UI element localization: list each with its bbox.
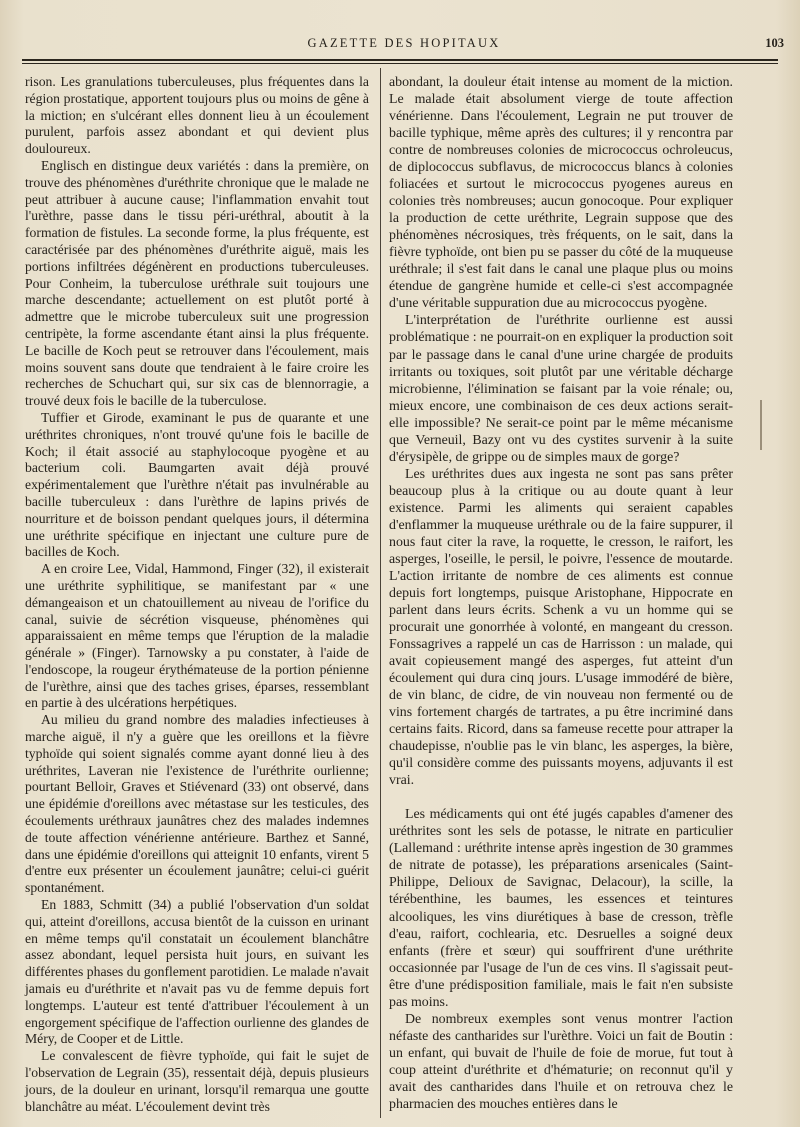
paragraph: rison. Les granulations tuberculeuses, plus fréquentes dans la région prostatique, apportent toujours plus ou moins de gêne à la miction; en s'ulcérant elles donnent lieu à un écoulement purulent, parfois assez abondant et qui devient plus douloureux. [25,74,369,157]
paragraph: Englisch en distingue deux variétés : dans la première, on trouve des phénomènes d'uréthrite chronique que le malade ne peut attribuer à aucune cause; l'inflammation envahit tout l'urèthre, passe dans le tissu péri-uréthral, aboutit à la formation de fistules. La seconde forme, la plus fréquente, est caractérisée par des phénomènes d'uréthrite aiguë, mais les portions infiltrées dégénèrent en productions tuberculeuses. Pour Conheim, la tuberculose uréthrale suit toujours une marche descendante; actuellement on est plutôt porté à admettre que le microbe tuberculeux suit une progression centripète, la forme ascendante étant ainsi la plus fréquente. Le bacille de Koch peut se retrouver dans l'écoulement, mais moins souvent sans doute que tendraient à le faire croire les recherches de Schuchart qui, sur six cas de blennorragie, a trouvé deux fois le bacille de la tuberculose. [25,157,369,409]
left-column [25,74,369,1115]
page-header [24,36,784,54]
paragraph: A en croire Lee, Vidal, Hammond, Finger (32), il existerait une uréthrite syphilitique, se manifestant par « une démangeaison et un chatouillement au niveau de l'orifice du canal, suivie de sécrétion visqueuse, phénomènes qui apparaissaient en même temps que l'éruption de la maladie générale » (Finger). Tarnowsky a pu constater, à l'aide de l'endoscope, la rougeur érythémateuse de la portion pénienne de l'urèthre, ainsi que des taches grises, éparses, ressemblant en partie à des ulcérations herpétiques. [25,561,369,711]
header-rule-thick [22,59,778,61]
running-title: GAZETTE DES HOPITAUX [307,36,501,50]
paragraph: L'interprétation de l'uréthrite ourlienne est aussi problématique : ne pourrait-on en expliquer la production soit par le passage dans le canal d'une urine chargée de produits irritants ou toxiques, soit plutôt par une véritable décharge microbienne, l'élimination se faisant par la voie rénale; ou, mieux encore, une combinaison de ces deux actions serait-elle impossible? Ne serait-ce point par le même mécanisme que Verneuil, Bazy ont vu des cystites survenir à la suite d'érysipèle, de grippe ou de simples maux de gorge? [389,313,733,465]
right-column [389,74,733,1113]
paragraph: Au milieu du grand nombre des maladies infectieuses à marche aiguë, il n'y a guère que les oreillons et la fièvre typhoïde qui soient signalés comme ayant donné lieu à des uréthrites, Laveran nie l'existence de l'uréthrite ourlienne; pourtant Belloir, Graves et Stiévenard (33) ont observé, dans une épidémie d'oreillons avec métastase sur les testicules, des écoulements uréthraux jaunâtres chez des malades indemnes de toute affection vénérienne antérieure. Barthez et Sanné, dans une épidémie d'oreillons qui atteignit 10 enfants, virent 5 d'entre eux présenter un écoulement jaunâtre; celui-ci guérit spontanément. [25,712,369,896]
header-rule-thin [22,63,778,64]
page-edge-mark [760,400,762,450]
paragraph: Les uréthrites dues aux ingesta ne sont pas sans prêter beaucoup plus à la critique ou au doute quant à leur existence. Parmi les aliments qui seraient capables d'enflammer la muqueuse uréthrale ou de la faire suppurer, il nous faut citer la rave, la roquette, le cresson, le raifort, les asperges, l'oseille, le persil, le poivre, l'essence de moutarde. L'action irritante de nombre de ces aliments est connue depuis fort longtemps, puisque Aristophane, Hippocrate en parlent dans leurs écrits. Schenk a vu un homme qui se procurait une gonorrhée à volonté, en mangeant du cresson. Fonssagrives a rappelé un cas de Harrisson : un malade, qui avait copieusement mangé des asperges, fut atteint d'un écoulement qui dura cinq jours. L'usage immodéré de bière, de vin blanc, de cidre, de vin nouveau non fermenté ou de vins fortement chargés de tartrates, a pu être incriminé dans certains faits. Ricord, dans sa fameuse recette pour attraper la chaudepisse, n'oublie pas le vin blanc, les asperges, la bière, qu'il considère comme des puissants moyens, adjuvants il est vrai. [389,466,733,789]
paragraph: En 1883, Schmitt (34) a publié l'observation d'un soldat qui, atteint d'oreillons, accusa bientôt de la cuisson en urinant en même temps qu'il constatait un écoulement blanchâtre assez abondant, lequel persista huit jours, en suivant les différentes phases du gonflement parotidien. Le malade n'avait jamais eu d'uréthrite et n'avait pas vu de femme depuis fort longtemps. L'auteur est tenté d'attribuer l'écoulement à un engorgement spécifique de l'affection ourlienne des glandes de Méry, de Cooper et de Little. [25,897,369,1047]
column-divider [380,68,381,1118]
paragraph: Le convalescent de fièvre typhoïde, qui fait le sujet de l'observation de Legrain (35), ressentait déjà, depuis plusieurs jours, de la douleur en urinant, lorsqu'il remarqua une goutte blanchâtre au méat. L'écoulement devint très [25,1048,369,1114]
paragraph: Les médicaments qui ont été jugés capables d'amener des uréthrites sont les sels de potasse, le nitrate en particulier (Lallemand : uréthrite intense après ingestion de 30 grammes de nitrate de potasse), les préparations arsenicales (Saint-Philippe, Delioux de Savignac, Delacour), la scille, la térébenthine, les baumes, les essences et teintures alcooliques, les vins diurétiques à base de cresson, trèfle d'eau, raifort, cochlearia, etc. Desruelles a soigné deux enfants (frère et sœur) qui souffrirent d'une uréthrite occasionnée par l'usage de l'un de ces vins. Il s'agissait peut-être d'une prédisposition familiale, mais le fait n'en subsiste pas moins. [389,807,733,1010]
page-number: 103 [765,36,784,50]
paragraph: De nombreux exemples sont venus montrer l'action néfaste des cantharides sur l'urèthre. Voici un fait de Boutin : un enfant, qui buvait de l'huile de foie de morue, fut tout à coup atteint d'uréthrite et d'hématurie; on reconnut qu'il y avait des cantharides dans l'huile et on retrouva chez le pharmacien des mouches entières dans le [389,1011,733,1112]
paragraph: Tuffier et Girode, examinant le pus de quarante et une uréthrites chroniques, n'ont trouvé qu'une fois le bacille de Koch; il était associé au staphylocoque pyogène et au bacterium coli. Baumgarten avait déjà prouvé expérimentalement que l'urèthre n'était pas invulnérable au bacille tuberculeux : dans l'urèthre de lapins privés de nourriture et de boisson pendant quelques jours, il détermina une uréthrite spécifique en injectant une culture pure de bacilles de Koch. [25,409,369,560]
paragraph: abondant, la douleur était intense au moment de la miction. Le malade était absolument vierge de toute affection vénérienne. Dans l'écoulement, Legrain ne put trouver de bacille typhique, même après des cultures; il y rencontra par contre de nombreuses colonies de micrococcus ochroleucus, de diplococcus subflavus, de micrococcus blancs à colonies foliacées et surtout le micrococcus pyogenes aureus en colonies très nombreuses; aucun gonocoque. Pour expliquer la production de cette uréthrite, Legrain suppose que des phénomènes nécrosiques, très fréquents, on le sait, dans la fièvre typhoïde, ont bien pu se passer du côté de la muqueuse uréthrale; il s'est fait dans le canal une plaque plus ou moins étendue de gangrène humide et celle-ci s'est accompagnée d'une véritable suppuration due au micrococcus pyogène. [389,75,733,312]
